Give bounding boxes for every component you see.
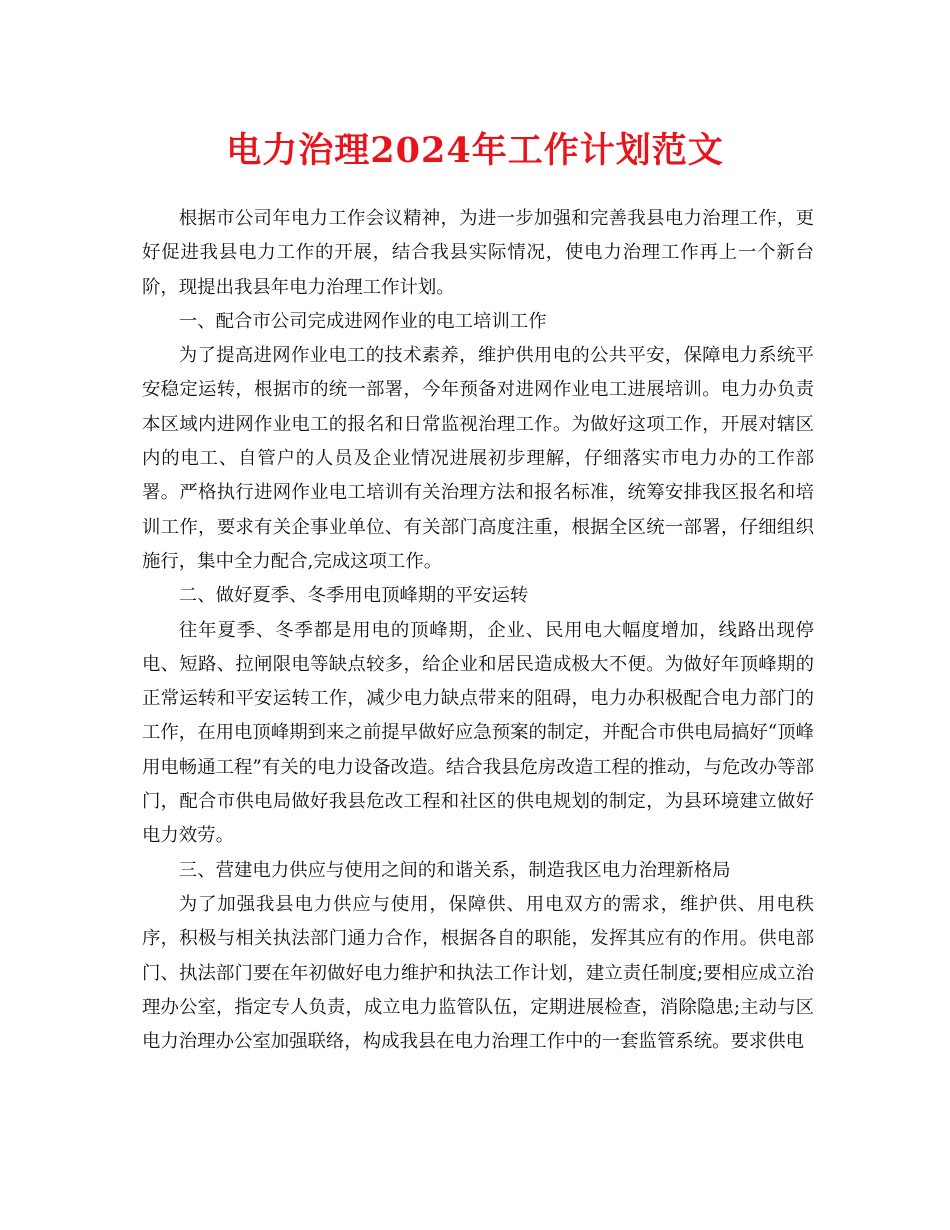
intro-paragraph: 根据市公司年电力工作会议精神，为进一步加强和完善我县电力治理工作，更好促进我县电力工作的开展，结合我县实际情况，使电力治理工作再上一个新台阶，现提出我县年电力治理工作计划。 (142, 208, 814, 298)
section-paragraph-2: 往年夏季、冬季都是用电的顶峰期，企业、民用电大幅度增加，线路出现停电、短路、拉闸限电等缺点较多，给企业和居民造成极大不便。为做好年顶峰期的正常运转和平安运转工作，减少电力缺点带来的阻碍，电力办积极配合电力部门的工作，在用电顶峰期到来之前提早做好应急预案的制定，并配合市供电局搞好“顶峰用电畅通工程”有关的电力设备改造。结合我县危房改造工程的推动，与危改办等部门，配合市供电局做好我县危改工程和社区的供电规划的制定，为县环境建立做好电力效劳。 (142, 619, 814, 847)
document-title: 电力治理2024年工作计划范文 (226, 130, 724, 171)
section-paragraph-3: 为了加强我县电力供应与使用，保障供、用电双方的需求，维护供、用电秩序，积极与相关执法部门通力合作，根据各自的职能，发挥其应有的作用。供电部门、执法部门要在年初做好电力维护和执法工作计划，建立责任制度;要相应成立治理办公室，指定专人负责，成立电力监管队伍，定期进展检查，消除隐患;主动与区电力治理办公室加强联络，构成我县在电力治理工作中的一套监管系统。要求供电 (142, 893, 814, 1053)
document-body (142, 202, 814, 1059)
section-paragraph-1: 为了提高进网作业电工的技术素养，维护供用电的公共平安，保障电力系统平安稳定运转，根据市的统一部署，今年预备对进网作业电工进展培训。电力办负责本区域内进网作业电工的报名和日常监视治理工作。为做好这项工作，开展对辖区内的电工、自管户的人员及企业情况进展初步理解，仔细落实市电力办的工作部署。严格执行进网作业电工培训有关治理方法和报名标准，统筹安排我区报名和培训工作，要求有关企事业单位、有关部门高度注重，根据全区统一部署，仔细组织施行，集中全力配合,完成这项工作。 (142, 345, 814, 572)
section-heading-3: 三、营建电力供应与使用之间的和谐关系，制造我区电力治理新格局 (178, 859, 731, 881)
section-heading-1: 一、配合市公司完成进网作业的电工培训工作 (178, 310, 547, 332)
section-heading-2: 二、做好夏季、冬季用电顶峰期的平安运转 (178, 585, 529, 607)
